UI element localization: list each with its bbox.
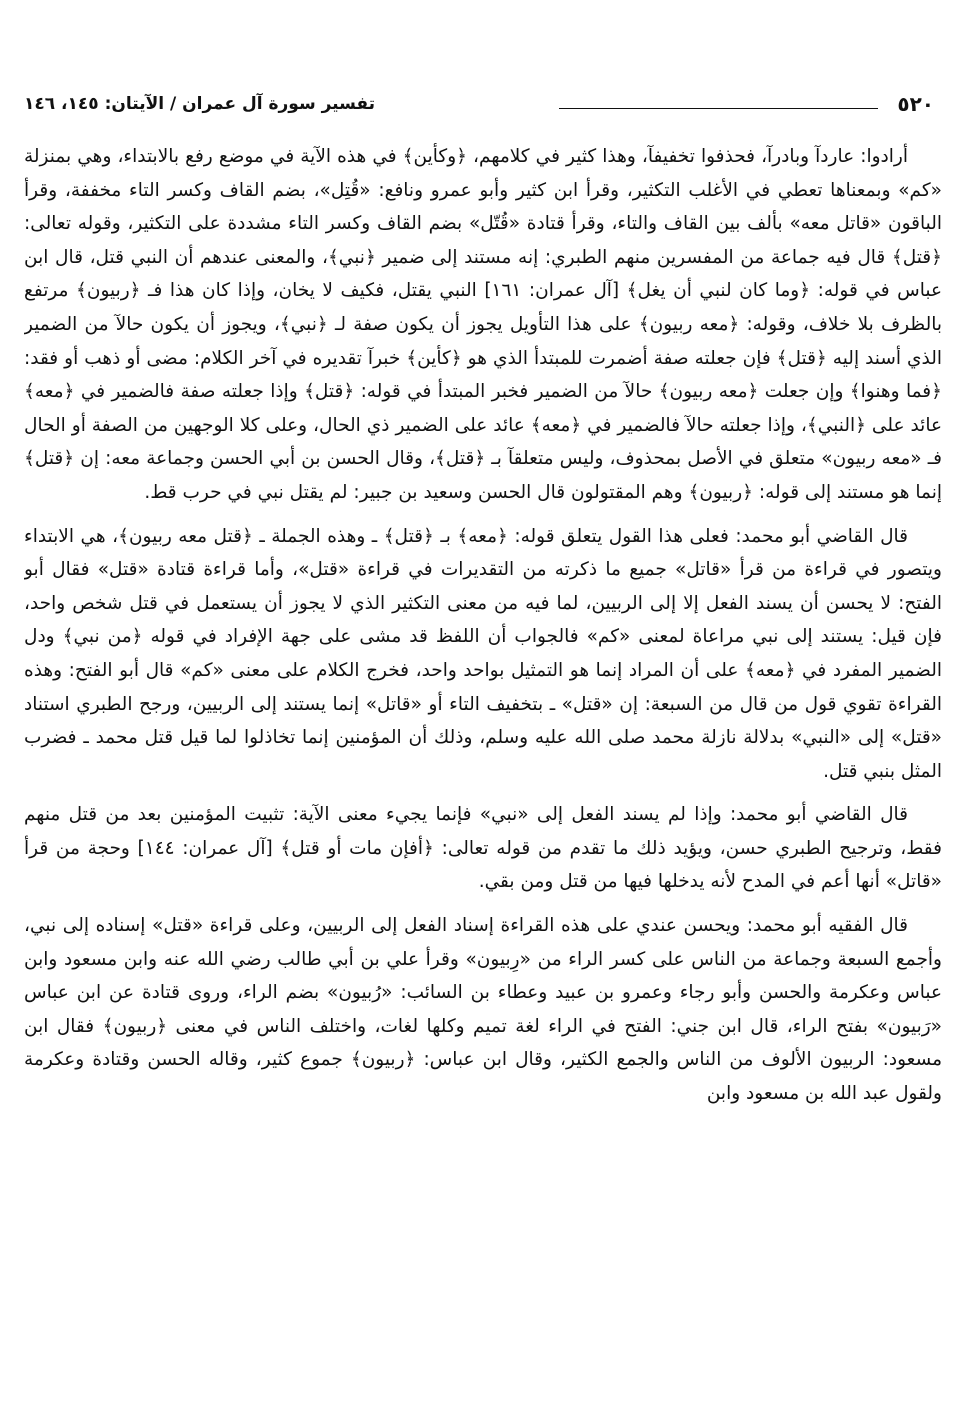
running-title: تفسير سورة آل عمران / الآيتان: ١٤٥، ١٤٦ (24, 94, 376, 114)
paragraph: قال القاضي أبو محمد: وإذا لم يسند الفعل إلى «نبي» فإنما يجيء معنى الآية: تثبيت المؤمنين بعد من قتل منهم فقط، وترجيح الطبري حسن، ويؤيد ذلك ما تقدم من قوله تعالى: ﴿أفإن مات أو قتل﴾ [آل عمران: ١٤٤] وحجة من قرأ «قاتل» أنها أعم في المدح لأنه يدخلها فيها من قتل ومن بقي. (24, 804, 942, 893)
paragraph: أرادوا: عاردآ وبادرآ، فحذفوا تخفيفآ، وهذا كثير في كلامهم، ﴿وكأين﴾ في هذه الآية في موضع رفع بالابتداء، وهي بمنزلة «كم» وبمعناها تعطي في الأغلب التكثير، وقرأ ابن كثير وأبو عمرو ونافع: «قُتِل»، بضم القاف وكسر التاء مخففة، وقرأ الباقون «قاتل معه» بألف بين القاف والتاء، وقرأ قتادة «قُتّل» بضم القاف وكسر التاء مشددة على التكثير، وقوله تعالى: ﴿قتل﴾ قال فيه جماعة من المفسرين منهم الطبري: إنه مستند إلى ضمير ﴿نبي﴾، والمعنى عندهم أن النبي قتل، قال ابن عباس في قوله: ﴿وما كان لنبي أن يغل﴾ [آل عمران: ١٦١] النبي يقتل، فكيف لا يخان، وإذا كان هذا فـ ﴿ربيون﴾ مرتفع بالظرف بلا خلاف، وقوله: ﴿معه ربيون﴾ على هذا التأويل يجوز أن يكون صفة لـ ﴿نبي﴾، ويجوز أن يكون حالآ من الضمير الذي أسند إليه ﴿قتل﴾ فإن جعلته صفة أضمرت للمبتدأ الذي هو ﴿كأين﴾ خبرآ تقديره في آخر الكلام: مضى أو ذهب أو فقد: ﴿فما وهنوا﴾ وإن جعلت ﴿معه ربيون﴾ حالآ من الضمير فخبر المبتدأ في قوله: ﴿قتل﴾ وإذا جعلته صفة فالضمير في ﴿معه﴾ عائد على ﴿النبي﴾، وإذا جعلته حالآ فالضمير في ﴿معه﴾ عائد على الضمير ذي الحال، وعلى كلا الوجهين من الصفة أو الحال فـ «معه ربيون» متعلق في الأصل بمحذوف، وليس متعلقآ بـ ﴿قتل﴾، وقال الحسن بن أبي الحسن وجماعة معه: إن ﴿قتل﴾ إنما هو مستند إلى قوله: ﴿ربيون﴾ وهم المقتولون قال الحسن وسعيد بن جبير: لم يقتل نبي في حرب قط. (24, 146, 942, 503)
running-header (24, 92, 944, 126)
page-number: ٥٢٠ (897, 92, 934, 116)
page-body (24, 140, 942, 1382)
paragraph: قال الفقيه أبو محمد: ويحسن عندي على هذه القراءة إسناد الفعل إلى الربيين، وعلى قراءة «قتل» إسناده إلى نبي، وأجمع السبعة وجماعة من الناس على كسر الراء من «رِبيون» وقرأ علي بن أبي طالب رضي الله عنه وابن مسعود وابن عباس وعكرمة والحسن وأبو رجاء وعمرو بن عبيد وعطاء بن السائب: «رُبيون» بضم الراء، وروى قتادة عن ابن عباس «رَبيون» بفتح الراء، قال ابن جني: الفتح في الراء لغة تميم وكلها لغات، واختلف الناس في معنى ﴿ربيون﴾ فقال ابن مسعود: الربيون الألوف من الناس والجمع الكثير، وقال ابن عباس: ﴿ربيون﴾ جموع كثير، وقاله الحسن وقتادة وعكرمة ولقول عبد الله بن مسعود وابن (24, 915, 942, 1105)
header-rule (559, 108, 878, 109)
paragraph: قال القاضي أبو محمد: فعلى هذا القول يتعلق قوله: ﴿معه﴾ بـ ﴿قتل﴾ ـ وهذه الجملة ـ ﴿قتل معه ربيون﴾، هي الابتداء ويتصور في قراءة من قرأ «قاتل» جميع ما ذكرته من التقديرات في قراءة «قتل»، وأما قراءة قتادة «قتل» فقال أبو الفتح: لا يحسن أن يسند الفعل إلا إلى الربيين، لما فيه من معنى التكثير الذي لا يجوز أن يستعمل في قتل شخص واحد، فإن قيل: يستند إلى نبي مراعاة لمعنى «كم» فالجواب أن اللفظ قد مشى على جهة الإفراد في قوله ﴿من نبي﴾ ودل الضمير المفرد في ﴿معه﴾ على أن المراد إنما هو التمثيل بواحد واحد، فخرج الكلام على معنى «كم» قال أبو الفتح: وهذه القراءة تقوي قول من قال من السبعة: إن «قتل» ـ بتخفيف التاء أو «قاتل» إنما يستند إلى الربيين، ورجح الطبري استناد «قتل» إلى «النبي» بدلالة نازلة محمد صلى الله عليه وسلم، وذلك أن المؤمنين إنما تخاذلوا لما قيل قتل محمد ـ فضرب المثل بنبي قتل. (24, 525, 942, 782)
